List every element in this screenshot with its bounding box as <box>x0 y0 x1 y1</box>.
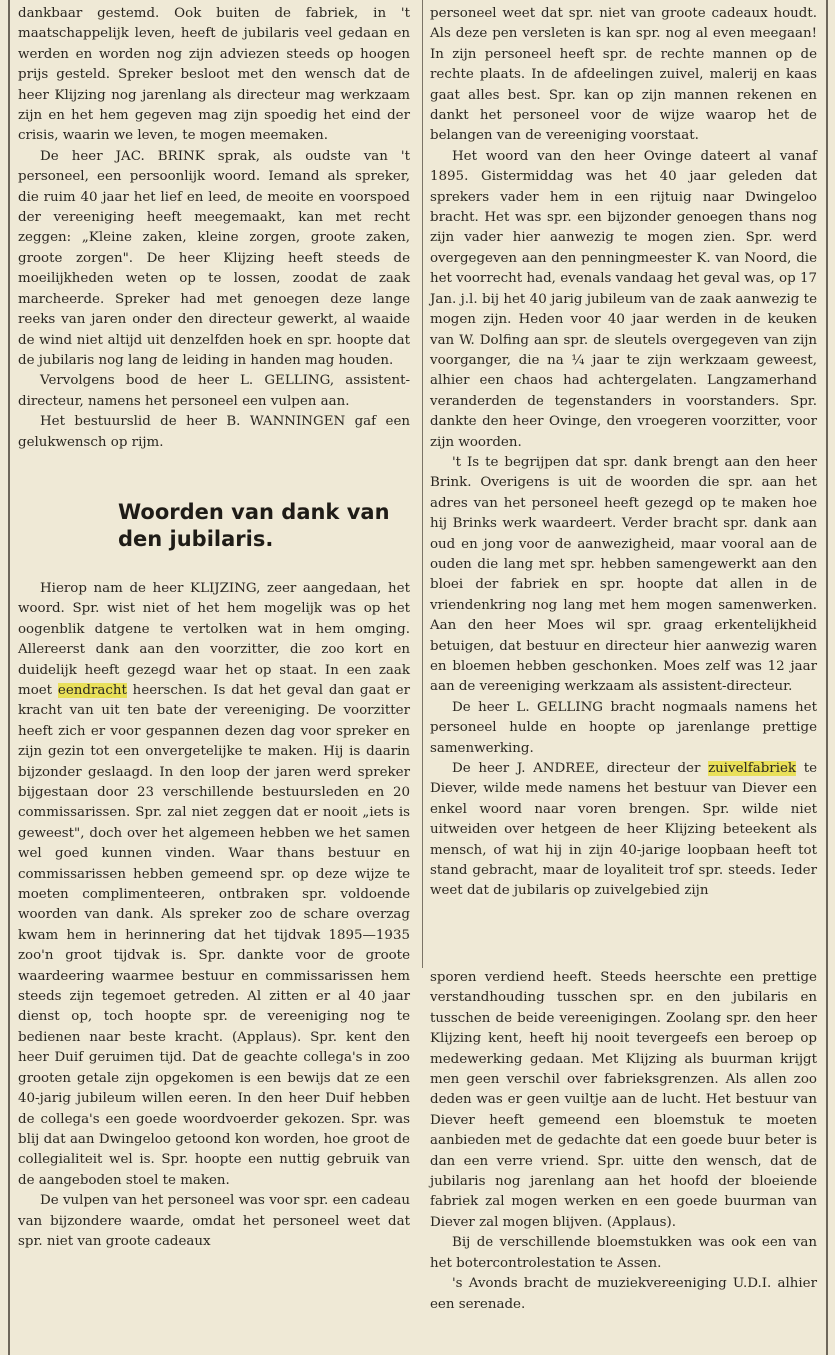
left-column <box>18 4 410 1252</box>
highlighted-term: eendracht <box>57 682 127 698</box>
text-run: heerschen. Is dat het geval dan gaat er kracht van uit ten bate der vereeniging. De voorzitter heeft zich er voor gespannen dezen dag voor spreker en zijn gezin tot een onvergetelijke te maken. Hij is daarin bijzonder geslaagd. In den loop der jaren werd spreker bijgestaan door 23 verschillende bestuursleden en 20 commissarissen. Spr. zal niet zeggen dat er nooit „iets is geweest", doch over het algemeen hebben we het samen wel goed kunnen vinden. Waar thans bestuur en commissarissen hebben gemeend spr. op deze wijze te moeten complimenteeren, ontbraken spr. voldoende woorden van dank. Als spreker zoo de schare overzag kwam hem in herinnering dat het tijdvak 1895—1935 zoo'n groot tijdvak is. Spr. dankte voor de groote waardeering waarmee bestuur en commissarissen hem steeds zijn tegemoet getreden. Al zitten er al 40 jaar dienst op, toch hoopte spr. de vereeniging nog te bedienen naar beste kracht. (Applaus). Spr. kent den heer Duif geruimen tijd. Dat de geachte collega's in zoo grooten getale zijn opgekomen is een bewijs dat ze een 40-jarig jubileum willen eeren. In den heer Duif hebben de collega's een goede woordvoerder gekozen. Spr. was blij dat aan Dwingeloo getoond kon worden, hoe groot de collegialiteit wel is. Spr. hoopte een nuttig gebruik van de aangeboden stoel te maken. <box>18 682 410 1188</box>
left-border-rule <box>8 0 10 1355</box>
paragraph: Vervolgens bood de heer L. GELLING, assistent-directeur, namens het personeel een vulpen aan. <box>18 373 410 409</box>
paragraph: dankbaar gestemd. Ook buiten de fabriek, in 't maatschappelijk leven, heeft de jubilaris veel gedaan en werden en worden nog zijn adviezen steeds op hoogen prijs gesteld. Spreker besloot met den wensch dat de heer Klijzing nog jarenlang als directeur mag werkzaam zijn en het hem gegeven mag zijn spoedig het eind der crisis, waarin we leven, te mogen meemaken. <box>18 6 410 144</box>
paragraph: 't Is te begrijpen dat spr. dank brengt aan den heer Brink. Overigens is uit de woorden die spr. aan het adres van het personeel heeft gezegd op te maken hoe hij Brinks werk waardeert. Verder bracht spr. dank aan oud en jong voor de aanwezigheid, maar vooral aan de ouden die lang met spr. hebben samengewerkt aan den bloei der fabriek en spr. hoopte dat allen in de vriendenkring nog lang met hem mogen samenwerken. Aan den heer Moes wil spr. graag erkentelijkheid betuigen, dat bestuur en directeur hier aanwezig waren en bloemen hebben geschonken. Moes zelf was 12 jaar aan de vereeniging werkzaam als assistent-directeur. <box>430 454 817 695</box>
heading-line: Woorden van dank van <box>118 499 390 524</box>
section-heading <box>118 499 410 553</box>
paragraph: Het woord van den heer Ovinge dateert al vanaf 1895. Gistermiddag was het 40 jaar geleden dat sprekers vader hem in een rijtuig naar Dwingeloo bracht. Het was spr. een bijzonder genoegen thans nog zijn vader hier aanwezig te mogen zien. Spr. werd overgegeven aan den penningmeester K. van Noord, die het voorrecht had, evenals vandaag het geval was, op 17 Jan. j.l. bij het 40 jarig jubileum van de zaak aanwezig te mogen zijn. Heden voor 40 jaar werden in de keuken van W. Dolfing aan spr. de sleutels overgegeven van zijn voorganger, die na ¼ jaar te zijn werkzaam geweest, alhier een chaos had achtergelaten. Langzamerhand veranderden de tegenstanders in voorstanders. Spr. dankte den heer Ovinge, den vroegeren voorzitter, voor zijn woorden. <box>430 148 817 450</box>
text-run: Hierop nam de heer KLIJZING, zeer aangedaan, het woord. Spr. wist niet of het hem mogelijk was op het oogenblik datgene te vertolken wat in hem omging. Allereerst dank aan den voorzitter, die zoo kort en duidelijk heeft gezegd waar het op staat. In een zaak moet <box>18 580 410 698</box>
highlighted-term: zuivelfabriek <box>708 761 797 777</box>
right-border-rule <box>826 0 828 1355</box>
paragraph <box>18 579 410 1191</box>
paragraph: Bij de verschillende bloemstukken was ook een van het botercontrolestation te Assen. <box>430 1235 817 1271</box>
right-column-bottom <box>430 968 817 1315</box>
paragraph <box>430 759 817 902</box>
column-divider <box>422 0 423 968</box>
paragraph: sporen verdiend heeft. Steeds heerschte een prettige verstandhouding tusschen spr. en den jubilaris en tusschen de beide vereenigingen. Zoolang spr. den heer Klijzing kent, heeft hij nooit tevergeefs een beroep op medewerking gedaan. Met Klijzing als buurman krijgt men geen verschil over fabrieksgrenzen. Als allen zoo deden was er geen vuiltje aan de lucht. Het bestuur van Diever heeft gemeend een bloemstuk te moeten aanbieden met de gedachte dat een goede buur beter is dan een verre vriend. Spr. uitte den wensch, dat de jubilaris nog jarenlang aan het hoofd der bloeiende fabriek zal mogen werken en een goede buurman van Diever zal mogen blijven. (Applaus). <box>430 970 817 1230</box>
paragraph: Het bestuurslid de heer B. WANNINGEN gaf een gelukwensch op rijm. <box>18 414 410 450</box>
heading-line: den jubilaris. <box>118 526 274 551</box>
paragraph: 's Avonds bracht de muziekvereeniging U.D.I. alhier een serenade. <box>430 1276 817 1312</box>
text-run: te Diever, wilde mede namens het bestuur van Diever een enkel woord naar voren brengen. Spr. wilde niet uitweiden over hetgeen de heer Klijzing beteekent als mensch, of wat hij in zijn 40-jarige loopbaan heeft tot stand gebracht, maar de loyaliteit trof spr. steeds. Ieder weet dat de jubilaris op zuivelgebied zijn <box>430 761 818 899</box>
text-run: De heer J. ANDREE, directeur der <box>452 761 709 777</box>
paragraph: De heer JAC. BRINK sprak, als oudste van 't personeel, een persoonlijk woord. Iemand als spreker, die ruim 40 jaar het lief en leed, de meoite en voorspoed der vereeniging heeft meegemaakt, kan met recht zeggen: „Kleine zaken, kleine zorgen, groote zaken, groote zorgen". De heer Klijzing heeft steeds de moeilijkheden weten op te lossen, zoodat de zaak marcheerde. Spreker had met genoegen deze lange reeks van jaren onder den directeur gewerkt, al waaide de wind niet altijd uit denzelfden hoek en spr. hoopte dat de jubilaris nog lang de leiding in handen mag houden. <box>18 148 410 368</box>
paragraph: personeel weet dat spr. niet van groote cadeaux houdt. Als deze pen versleten is kan spr. nog al even meegaan! In zijn personeel heeft spr. de rechte mannen op de rechte plaats. In de afdeelingen zuivel, malerij en kaas gaat alles best. Spr. kan op zijn mannen rekenen en dankt het personeel voor de wijze waarop het de belangen van de vereeniging voorstaat. <box>430 6 817 144</box>
paragraph: De heer L. GELLING bracht nogmaals namens het personeel hulde en hoopte op jarenlange prettige samenwerking. <box>430 699 817 756</box>
right-column-top <box>430 4 817 902</box>
paragraph: De vulpen van het personeel was voor spr. een cadeau van bijzondere waarde, omdat het personeel weet dat spr. niet van groote cadeaux <box>18 1193 410 1249</box>
